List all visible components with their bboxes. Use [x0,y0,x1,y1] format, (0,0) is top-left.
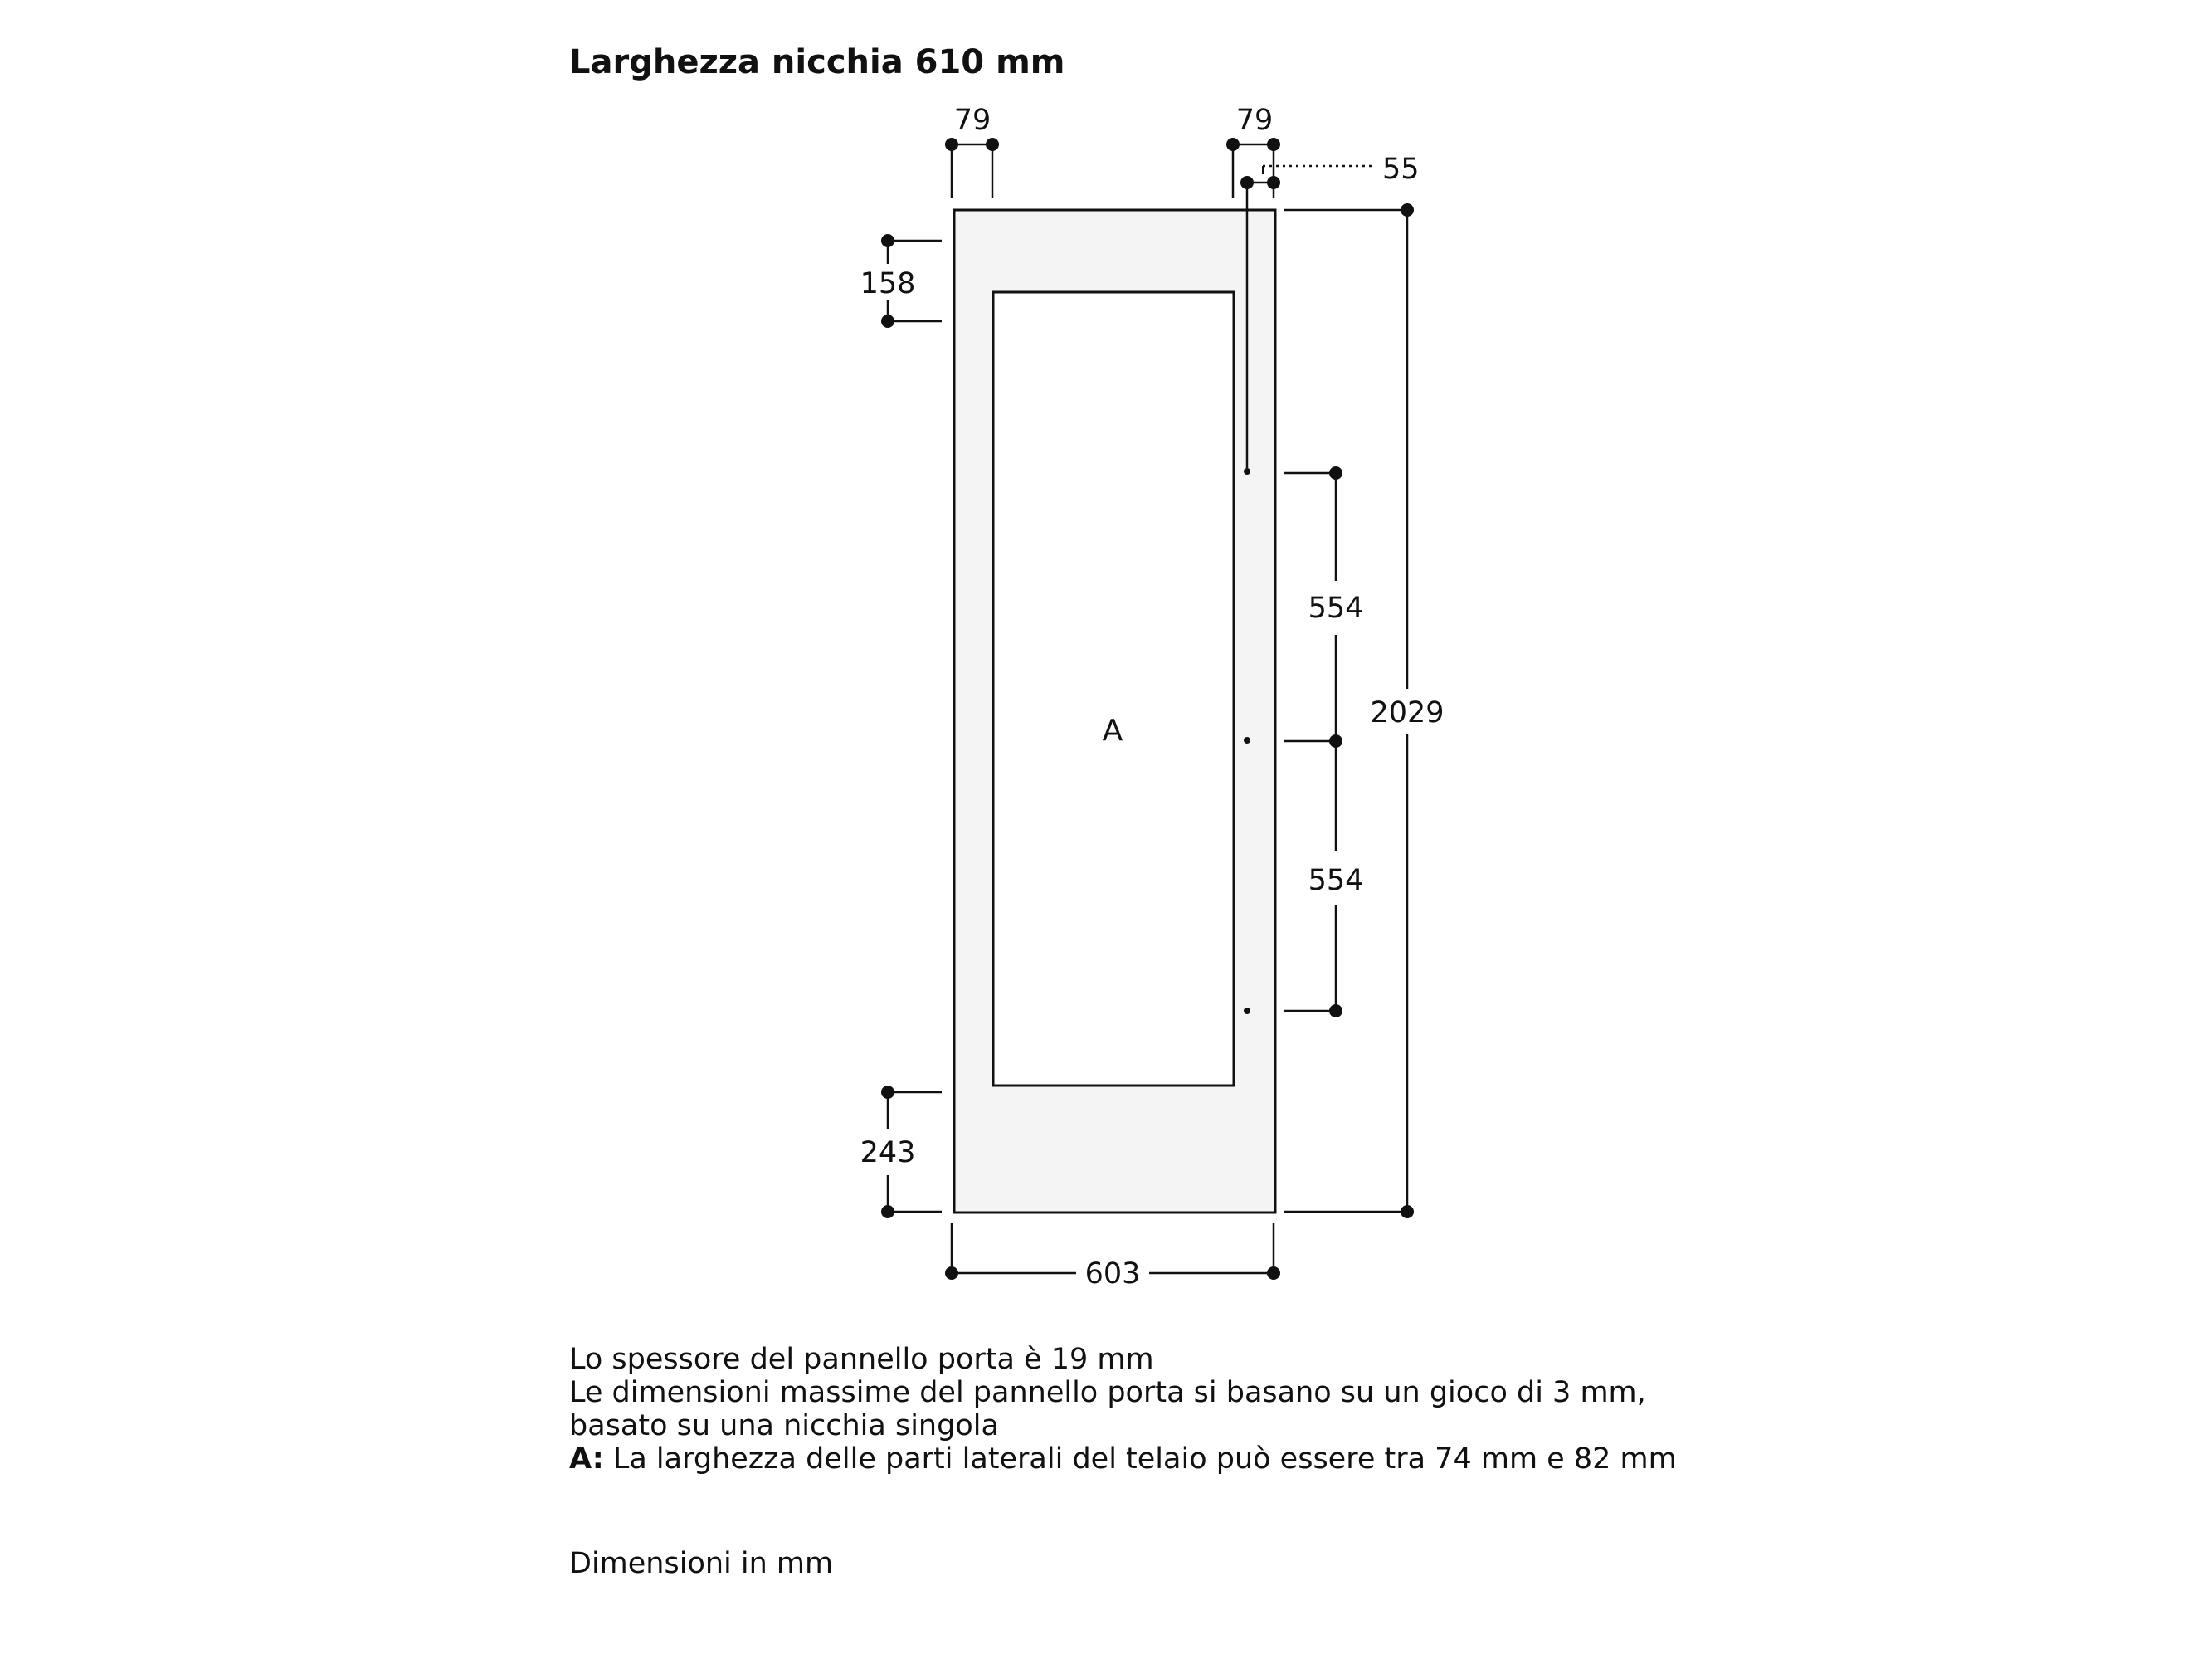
legend-key: A: [569,1442,604,1476]
dimension-dot [1226,138,1240,151]
note-line: Le dimensioni massime del pannello porta si basano su un gioco di 3 mm, [569,1376,1646,1409]
dimension-label-total-width: 603 [1084,1257,1141,1291]
dimension-hinge-spacing [1284,473,1336,1011]
dimension-dot [881,315,894,328]
dimension-dot [1267,1266,1280,1280]
hinge-point-middle [1244,737,1250,744]
dimension-dot [986,138,999,151]
dimension-label-total-height: 2029 [1370,696,1445,729]
dimension-label-top-left: 79 [953,104,992,137]
dimension-dot [881,234,894,247]
dimension-top-right-79 [1233,144,1274,198]
dimension-label-hinge-offset: 55 [1382,153,1420,186]
hinge-point-upper [1244,468,1250,475]
dimension-label-top-right: 79 [1235,104,1274,137]
dimension-dot [1329,734,1342,748]
dimension-label-hinge-spacing-upper: 554 [1308,592,1364,625]
panel-label-a: A [1102,714,1123,748]
dimension-dot [1267,176,1280,189]
dimension-dot [1329,466,1342,480]
page-title: Larghezza nicchia 610 mm [569,43,1065,81]
dimension-dot [1240,176,1254,189]
inner-frame-outline [993,292,1234,1086]
dimension-dot [881,1086,894,1099]
dimension-label-top-inset: 158 [860,267,916,300]
dimension-dot [945,138,958,151]
note-line: basato su una nicchia singola [569,1409,999,1442]
hinge-point-lower [1244,1008,1250,1014]
dimension-dot [1267,138,1280,151]
notes-block [569,1343,1677,1476]
units-note: Dimensioni in mm [569,1547,834,1580]
dimension-dot [945,1266,958,1280]
dimension-top-left-79 [952,144,992,198]
legend-text: La larghezza delle parti laterali del telaio può essere tra 74 mm e 82 mm [603,1442,1677,1476]
legend-line [569,1442,1677,1476]
dimension-dot [1401,203,1414,217]
dimension-label-hinge-spacing-lower: 554 [1308,864,1364,897]
dimension-label-bottom-inset: 243 [860,1136,916,1169]
dimension-dot [1401,1205,1414,1218]
note-line: Lo spessore del pannello porta è 19 mm [569,1343,1154,1376]
dimension-dot [1329,1004,1342,1017]
dimension-dot [881,1205,894,1218]
